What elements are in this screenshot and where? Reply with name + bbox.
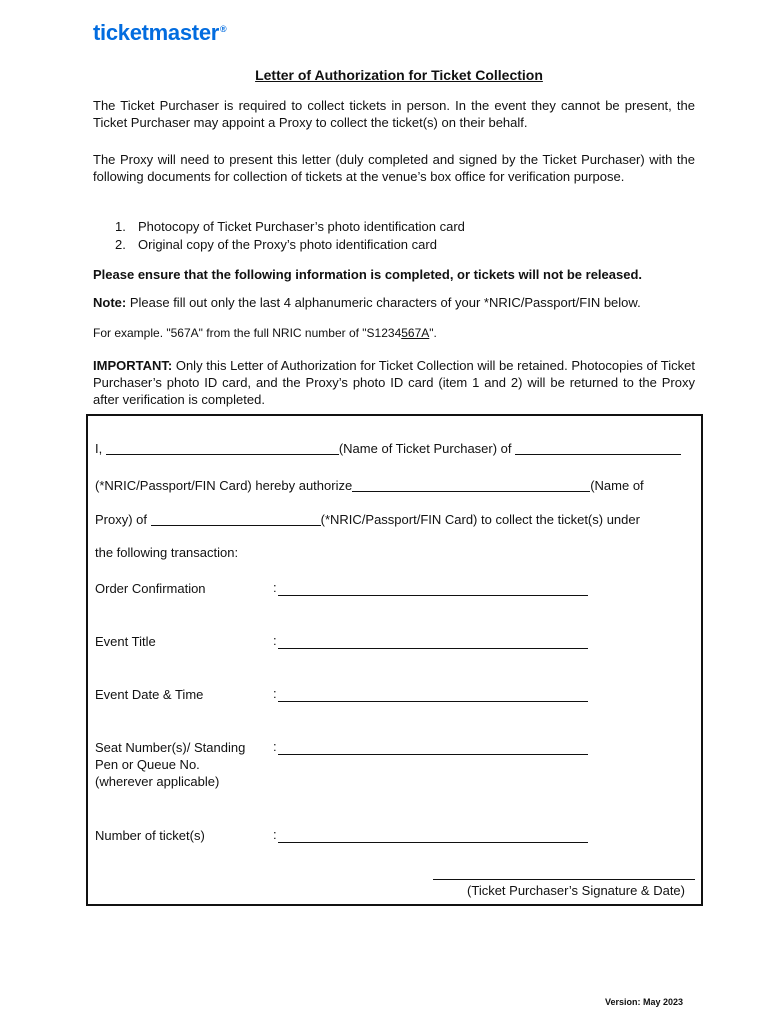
form-line-3: Proxy) of (*NRIC/Passport/FIN Card) to collect the ticket(s) under: [95, 512, 640, 527]
authorization-form: I, (Name of Ticket Purchaser) of (*NRIC/Passport/FIN Card) hereby authorize (Name of Proxy) of (*NRIC/Passport/FIN Card) to collect the ticket(s) under the following transaction: Order Confirmation : Event Title : Event Date & Time : Seat Number(s)/ Standing Pen or Queue No. (wherever applicable) : Number of ticket(s) : (Ticket Purchaser’s Signature & Date): [86, 414, 703, 906]
form-line-2: (*NRIC/Passport/FIN Card) hereby authorize (Name of: [95, 478, 644, 493]
note-text: Please fill out only the last 4 alphanumeric characters of your *NRIC/Passport/FIN below.: [126, 295, 641, 310]
important-text: Only this Letter of Authorization for Ticket Collection will be retained. Photocopies of Ticket Purchaser’s photo ID card, and the Proxy’s photo ID card (item 1 and 2) will be returned to the Proxy after verification is completed.: [93, 358, 695, 407]
event-title-label: Event Title: [95, 634, 156, 649]
signature-line[interactable]: [433, 879, 695, 880]
signature-label: (Ticket Purchaser’s Signature & Date): [467, 883, 685, 898]
list-item: 2. Original copy of the Proxy’s photo identification card: [115, 237, 437, 252]
event-title-field[interactable]: [278, 648, 588, 649]
proxy-nric-blank[interactable]: [151, 513, 321, 526]
ensure-notice: Please ensure that the following information is completed, or tickets will not be released.: [93, 267, 643, 282]
event-date-time-label: Event Date & Time: [95, 687, 204, 702]
form-line-4: the following transaction:: [95, 545, 239, 560]
seat-number-field[interactable]: [278, 754, 588, 755]
number-of-tickets-field[interactable]: [278, 842, 588, 843]
seat-number-label: Seat Number(s)/ Standing Pen or Queue No. (wherever applicable): [95, 740, 246, 789]
logo-text: ticketmaster: [93, 20, 220, 45]
note-paragraph: [93, 294, 695, 311]
purchaser-name-blank[interactable]: [106, 442, 339, 455]
proxy-documents-paragraph: The Proxy will need to present this letter (duly completed and signed by the Ticket Purchaser) with the following documents for collection of tickets at the venue’s box office for verification purpose.: [93, 152, 695, 184]
event-date-time-field[interactable]: [278, 701, 588, 702]
registered-mark: ®: [220, 24, 227, 34]
order-confirmation-field[interactable]: [278, 595, 588, 596]
important-label: IMPORTANT:: [93, 358, 173, 373]
intro-paragraph: The Ticket Purchaser is required to collect tickets in person. In the event they cannot be present, the Ticket Purchaser may appoint a Proxy to collect the ticket(s) on their behalf.: [93, 98, 695, 130]
purchaser-nric-blank[interactable]: [515, 442, 681, 455]
proxy-name-blank[interactable]: [352, 479, 590, 492]
note-label: Note:: [93, 295, 127, 310]
list-item: 1. Photocopy of Ticket Purchaser’s photo identification card: [115, 219, 465, 234]
number-of-tickets-label: Number of ticket(s): [95, 828, 205, 843]
version-label: Version: May 2023: [604, 997, 683, 1007]
example-paragraph: For example. "567A" from the full NRIC number of "S1234567A".: [93, 326, 437, 340]
ticketmaster-logo: [93, 20, 226, 46]
important-paragraph: [93, 357, 695, 408]
example-highlight: 567A: [401, 326, 430, 340]
form-line-1: I, (Name of Ticket Purchaser) of: [95, 440, 695, 456]
document-title: Letter of Authorization for Ticket Collection: [255, 67, 543, 83]
documents-list: [115, 218, 695, 254]
order-confirmation-label: Order Confirmation: [95, 581, 206, 596]
